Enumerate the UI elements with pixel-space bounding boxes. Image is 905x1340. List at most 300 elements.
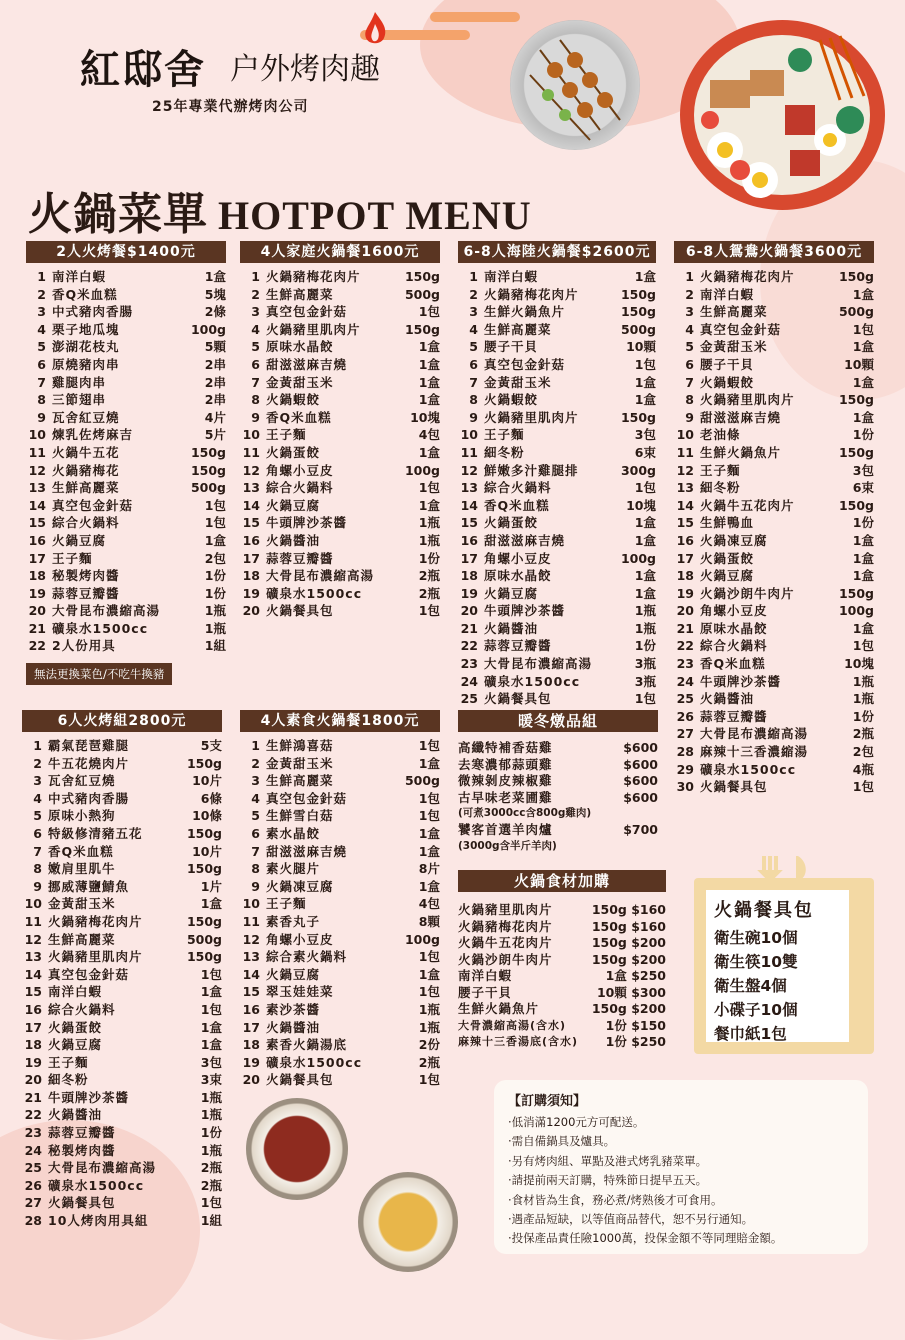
menu-item-number: 16 [24, 1001, 42, 1017]
menu-set-title: 2人火烤餐$1400元 [26, 241, 226, 263]
menu-item [674, 743, 874, 761]
utensil-kit-item: 衛生碗10個 [714, 929, 798, 947]
menu-item-qty: 4片 [204, 409, 226, 425]
menu-item-name: 生鮮高麗菜 [48, 931, 116, 947]
menu-item-qty: 1包 [200, 1195, 222, 1211]
menu-item-name: 原味水晶餃 [484, 568, 552, 584]
menu-item [674, 673, 874, 691]
menu-item [240, 514, 440, 532]
menu-item-qty: 1包 [418, 984, 440, 1000]
menu-set-title: 4人家庭火鍋餐1600元 [240, 241, 440, 263]
addon-item-price: 150g $200 [591, 951, 666, 967]
menu-item-name: 栗子地瓜塊 [52, 321, 120, 337]
menu-item-name: 生鮮雪白菇 [266, 808, 334, 824]
menu-item [22, 807, 222, 825]
menu-item-number: 3 [469, 304, 478, 320]
menu-item-number: 10 [24, 896, 42, 912]
menu-item-name: 火鍋豆腐 [484, 585, 539, 601]
menu-item [240, 567, 440, 585]
menu-item-number: 24 [24, 1142, 42, 1158]
menu-item-name: 甜滋滋麻吉燒 [700, 409, 782, 425]
order-notice-title: 【訂購須知】 [508, 1094, 587, 1109]
menu-item-qty: 1盒 [418, 825, 440, 841]
addon-item-name: 火鍋沙朗牛肉片 [458, 951, 553, 967]
menu-item-qty: 1瓶 [418, 532, 440, 548]
menu-item [458, 426, 656, 444]
stew-item-price: $600 [623, 773, 658, 788]
menu-item-name: 素香丸子 [266, 913, 321, 929]
addon-item-price: 150g $160 [591, 902, 666, 917]
menu-item [22, 737, 222, 755]
menu-item-number: 20 [28, 603, 46, 619]
menu-item [22, 1124, 222, 1142]
menu-item-number: 25 [676, 691, 694, 707]
title-en: HOTPOT MENU [218, 193, 532, 238]
menu-item-number: 19 [676, 585, 694, 601]
addon-item [458, 952, 666, 969]
menu-item [26, 585, 226, 603]
flame-icon [362, 12, 388, 46]
menu-item-qty: 1盒 [852, 532, 874, 548]
menu-item-name: 礦泉水1500cc [48, 1177, 145, 1193]
menu-item-qty: 3瓶 [634, 656, 656, 672]
menu-item-qty: 1包 [852, 638, 874, 654]
menu-item-name: 腰子干貝 [700, 356, 755, 372]
menu-item [458, 514, 656, 532]
menu-item-number: 12 [676, 462, 694, 478]
menu-item-name: 生鮮鴨血 [700, 515, 755, 531]
menu-item-qty: 10塊 [410, 409, 440, 425]
addon-item-name: 生鮮火鍋魚片 [458, 1001, 540, 1016]
menu-item [240, 860, 440, 878]
menu-item-name: 麻辣十三香濃縮湯 [700, 744, 809, 760]
menu-item [674, 321, 874, 339]
menu-item-qty: 2串 [204, 374, 226, 390]
addon-item-name: 火鍋豬里肌肉片 [458, 902, 553, 917]
menu-item-qty: 1份 [852, 515, 874, 531]
menu-item-name: 火鍋餐具包 [266, 1072, 334, 1088]
menu-item [674, 286, 874, 304]
menu-item-qty: 1包 [204, 497, 226, 513]
menu-set-card [458, 241, 656, 708]
menu-item-qty: 2瓶 [200, 1177, 222, 1193]
addon-item-price: 10顆 $300 [596, 984, 666, 1000]
menu-item-number: 5 [251, 808, 260, 824]
menu-item [458, 444, 656, 462]
menu-item [22, 843, 222, 861]
menu-item-qty: 1盒 [418, 374, 440, 390]
menu-item-name: 煉乳佐烤麻吉 [52, 427, 134, 443]
menu-item-name: 火鍋沙朗牛肉片 [700, 585, 795, 601]
addon-item [458, 902, 666, 919]
menu-item-name: 中式豬肉香腸 [48, 790, 130, 806]
menu-item-name: 生鮮火鍋魚片 [484, 304, 566, 320]
menu-item-qty: 1盒 [852, 409, 874, 425]
menu-item-qty: 1盒 [418, 755, 440, 771]
menu-item [22, 1142, 222, 1160]
menu-item-qty: 1盒 [418, 392, 440, 408]
menu-item-name: 原味水晶餃 [266, 339, 334, 355]
stew-list [458, 740, 658, 806]
menu-item [674, 462, 874, 480]
menu-item-name: 火鍋蛋餃 [700, 550, 755, 566]
menu-item-qty: 10片 [192, 773, 222, 789]
menu-item-qty: 1包 [200, 1001, 222, 1017]
menu-item-name: 王子麵 [700, 462, 741, 478]
menu-item [26, 550, 226, 568]
menu-item-number: 15 [676, 515, 694, 531]
menu-item-name: 火鍋醬油 [48, 1107, 103, 1123]
menu-item-qty: 1份 [200, 1125, 222, 1141]
menu-item-qty: 150g [620, 304, 656, 320]
menu-item-name: 真空包金針菇 [266, 304, 348, 320]
menu-item [240, 585, 440, 603]
menu-item [674, 725, 874, 743]
menu-item-name: 火鍋餐具包 [700, 779, 768, 795]
menu-item [22, 1106, 222, 1124]
menu-item-number: 22 [28, 638, 46, 654]
menu-item-name: 瓦舍紅豆燒 [48, 773, 116, 789]
menu-item-number: 17 [676, 550, 694, 566]
menu-item [240, 321, 440, 339]
menu-item-number: 11 [242, 444, 260, 460]
menu-item-name: 火鍋豬梅花 [52, 462, 120, 478]
menu-item-name: 火鍋牛五花肉片 [700, 497, 795, 513]
menu-item [22, 1054, 222, 1072]
menu-item-name: 生鮮火鍋魚片 [700, 444, 782, 460]
menu-item-qty: 2瓶 [418, 585, 440, 601]
menu-item-number: 15 [24, 984, 42, 1000]
menu-item-number: 14 [676, 497, 694, 513]
menu-item [22, 755, 222, 773]
menu-item-qty: 3瓶 [634, 673, 656, 689]
menu-item-name: 火鍋醬油 [484, 620, 539, 636]
menu-item-qty: 1盒 [852, 374, 874, 390]
menu-item-name: 綜合火鍋料 [266, 480, 334, 496]
menu-item-qty: 1份 [204, 568, 226, 584]
menu-item-number: 1 [685, 269, 694, 284]
menu-item-number: 17 [24, 1019, 42, 1035]
menu-item [674, 532, 874, 550]
menu-item-number: 3 [33, 773, 42, 789]
menu-item-qty: 10條 [192, 808, 222, 824]
menu-item [26, 426, 226, 444]
menu-item-number: 22 [676, 638, 694, 654]
menu-item-qty: 150g [186, 755, 222, 771]
menu-item [458, 409, 656, 427]
menu-item [26, 338, 226, 356]
menu-item-name: 金黃甜玉米 [266, 374, 334, 390]
menu-item-number: 2 [685, 286, 694, 302]
menu-note: 無法更換菜色/不吃牛換豬 [26, 663, 172, 685]
utensil-kit-item: 小碟子10個 [714, 1001, 798, 1019]
menu-item-qty: 150g [404, 269, 440, 284]
menu-item [22, 860, 222, 878]
menu-item-number: 8 [251, 392, 260, 408]
menu-item-number: 7 [685, 374, 694, 390]
menu-item-list [26, 268, 226, 655]
addon-section [458, 870, 666, 1051]
menu-item [22, 1159, 222, 1177]
menu-item-number: 7 [33, 843, 42, 859]
addon-item-price: 150g $160 [591, 918, 666, 934]
menu-item-number: 21 [676, 620, 694, 636]
menu-item [240, 374, 440, 392]
menu-item-name: 澎湖花枝丸 [52, 339, 120, 355]
utensil-kit-item: 餐巾紙1包 [714, 1025, 787, 1043]
menu-item [674, 514, 874, 532]
menu-item-name: 角螺小豆皮 [700, 603, 768, 619]
menu-item-number: 16 [676, 532, 694, 548]
stew-special-row [458, 821, 658, 839]
menu-item-qty: 1盒 [204, 269, 226, 284]
menu-item-qty: 1份 [634, 638, 656, 654]
menu-item-number: 19 [460, 585, 478, 601]
menu-item-number: 13 [24, 949, 42, 965]
menu-item-number: 12 [460, 462, 478, 478]
menu-item-number: 15 [460, 515, 478, 531]
menu-item-number: 19 [24, 1054, 42, 1070]
menu-item-name: 蒜蓉豆瓣醬 [48, 1125, 116, 1141]
menu-item-name: 真空包金針菇 [52, 497, 134, 513]
menu-item [26, 462, 226, 480]
menu-item-qty: 150g [620, 409, 656, 425]
menu-item-name: 火鍋醬油 [700, 691, 755, 707]
menu-item-name: 礦泉水1500cc [266, 585, 363, 601]
menu-item-number: 1 [251, 269, 260, 284]
menu-item-qty: 1瓶 [418, 1019, 440, 1035]
menu-item-number: 2 [33, 755, 42, 771]
menu-item-qty: 6條 [200, 790, 222, 806]
menu-item [22, 772, 222, 790]
menu-item-number: 17 [28, 550, 46, 566]
menu-item-name: 王子麵 [266, 896, 307, 912]
addon-item [458, 935, 666, 952]
menu-item [674, 497, 874, 515]
menu-item [458, 391, 656, 409]
menu-item-qty: 3包 [200, 1054, 222, 1070]
menu-item-name: 原燒豬肉串 [52, 356, 120, 372]
menu-item-qty: 300g [620, 462, 656, 478]
menu-item-qty: 6束 [634, 444, 656, 460]
menu-item [22, 1089, 222, 1107]
menu-item-number: 3 [251, 304, 260, 320]
stew-section [458, 710, 658, 854]
menu-item-number: 21 [460, 620, 478, 636]
menu-item-number: 4 [33, 790, 42, 806]
menu-item [458, 497, 656, 515]
menu-item-number: 18 [24, 1037, 42, 1053]
menu-item-name: 火鍋蝦餃 [266, 392, 321, 408]
menu-item-name: 甜滋滋麻吉燒 [266, 356, 348, 372]
menu-item-qty: 2包 [852, 744, 874, 760]
menu-item-qty: 1盒 [200, 896, 222, 912]
menu-set-card [674, 241, 874, 796]
menu-item-qty: 1包 [204, 515, 226, 531]
menu-item-name: 秘製烤肉醬 [48, 1142, 116, 1158]
addon-item [458, 919, 666, 936]
menu-item [22, 948, 222, 966]
menu-item-name: 蒜蓉豆瓣醬 [52, 585, 120, 601]
addon-item-name: 火鍋豬梅花肉片 [458, 918, 553, 934]
menu-item-qty: 2串 [204, 356, 226, 372]
menu-item-name: 真空包金針菇 [48, 966, 130, 982]
menu-item-qty: 150g [838, 392, 874, 408]
menu-item [240, 286, 440, 304]
menu-item [240, 755, 440, 773]
menu-item-number: 30 [676, 779, 694, 795]
menu-item-qty: 1盒 [852, 620, 874, 636]
addon-list [458, 902, 666, 1051]
menu-item-qty: 1盒 [634, 568, 656, 584]
menu-item [674, 778, 874, 796]
menu-item-number: 7 [469, 374, 478, 390]
menu-item [240, 966, 440, 984]
menu-item-name: 香Q米血糕 [52, 286, 118, 302]
menu-item-qty: 10塊 [626, 497, 656, 513]
menu-item-number: 9 [33, 878, 42, 894]
menu-item-name: 大骨昆布濃縮高湯 [484, 656, 593, 672]
menu-item-number: 9 [251, 878, 260, 894]
menu-item-qty: 1份 [852, 427, 874, 443]
menu-item-qty: 1瓶 [852, 691, 874, 707]
menu-item-qty: 1盒 [200, 1037, 222, 1053]
menu-item [458, 479, 656, 497]
menu-item-name: 火鍋蛋餃 [266, 444, 321, 460]
menu-item-name: 角螺小豆皮 [266, 462, 334, 478]
menu-item-qty: 150g [186, 949, 222, 965]
hotpot-bowl-image [680, 20, 885, 210]
menu-item [674, 620, 874, 638]
utensil-kit-item: 衛生筷10雙 [714, 953, 798, 971]
menu-item-list [458, 268, 656, 708]
menu-item-number: 20 [242, 1072, 260, 1088]
menu-item-qty: 1盒 [418, 843, 440, 859]
menu-item-number: 10 [28, 427, 46, 443]
menu-item-number: 13 [242, 949, 260, 965]
menu-item-qty: 1包 [418, 808, 440, 824]
stew-item-price: $600 [623, 740, 658, 755]
menu-item-number: 24 [460, 673, 478, 689]
menu-item-number: 6 [469, 356, 478, 372]
menu-item-qty: 1盒 [418, 339, 440, 355]
menu-item-name: 生鮮高麗菜 [266, 773, 334, 789]
menu-item [26, 497, 226, 515]
menu-item [458, 567, 656, 585]
menu-item-number: 10 [676, 427, 694, 443]
menu-item [240, 1071, 440, 1089]
menu-item-name: 霸氣琵琶雞腿 [48, 738, 130, 753]
menu-item-number: 8 [37, 392, 46, 408]
menu-item-number: 4 [37, 321, 46, 337]
menu-item [22, 1019, 222, 1037]
menu-item-name: 鮮嫩多汁雞腿排 [484, 462, 579, 478]
menu-item-name: 礦泉水1500cc [484, 673, 581, 689]
menu-item [674, 761, 874, 779]
menu-item-name: 火鍋蝦餃 [484, 392, 539, 408]
stew-item [458, 773, 658, 790]
menu-item-qty: 100g [404, 462, 440, 478]
menu-item [26, 409, 226, 427]
addon-item-price: 1份 $150 [605, 1017, 666, 1033]
menu-item-number: 1 [33, 738, 42, 753]
menu-item-number: 18 [460, 568, 478, 584]
menu-item-qty: 1包 [418, 304, 440, 320]
menu-item [26, 268, 226, 286]
menu-item-name: 礦泉水1500cc [700, 761, 797, 777]
menu-item-number: 15 [242, 984, 260, 1000]
menu-item-number: 23 [676, 656, 694, 672]
menu-item [240, 550, 440, 568]
menu-item-number: 16 [242, 532, 260, 548]
menu-item [458, 550, 656, 568]
stew-item-name: 微辣剝皮辣椒雞 [458, 773, 553, 788]
menu-item [240, 356, 440, 374]
menu-item [22, 1001, 222, 1019]
menu-item [26, 602, 226, 620]
menu-item-list [22, 737, 222, 1230]
utensil-kit-title: 火鍋餐具包 [714, 900, 814, 921]
menu-set-card [240, 710, 440, 1089]
menu-item-number: 26 [24, 1177, 42, 1193]
menu-item-qty: 1盒 [418, 444, 440, 460]
menu-item-qty: 1盒 [852, 550, 874, 566]
menu-item-qty: 1瓶 [852, 673, 874, 689]
menu-item [240, 843, 440, 861]
menu-item-name: 細冬粉 [700, 480, 741, 496]
menu-item-qty: 500g [186, 931, 222, 947]
stew-title: 暖冬燉品組 [458, 710, 658, 732]
menu-item-qty: 2瓶 [852, 726, 874, 742]
menu-item-name: 細冬粉 [484, 444, 525, 460]
menu-item-list [240, 737, 440, 1089]
menu-item-number: 3 [37, 304, 46, 320]
menu-item-qty: 8顆 [418, 913, 440, 929]
menu-item-number: 29 [676, 761, 694, 777]
menu-item-name: 南洋白蝦 [700, 286, 755, 302]
menu-item [26, 374, 226, 392]
menu-item [240, 409, 440, 427]
menu-item-number: 5 [33, 808, 42, 824]
order-notice-item: ·另有烤肉組、單點及港式烤乳豬菜單。 [508, 1153, 708, 1168]
menu-item-qty: 1包 [200, 966, 222, 982]
menu-item [26, 567, 226, 585]
menu-item-number: 28 [676, 744, 694, 760]
menu-item-qty: 5塊 [204, 286, 226, 302]
menu-item-qty: 1盒 [634, 515, 656, 531]
menu-item-number: 17 [242, 1019, 260, 1035]
menu-item [674, 655, 874, 673]
menu-item [458, 690, 656, 708]
menu-item [458, 585, 656, 603]
menu-item-qty: 150g [838, 444, 874, 460]
menu-item [458, 374, 656, 392]
stew-item [458, 757, 658, 774]
menu-item-number: 10 [242, 427, 260, 443]
menu-item-number: 13 [28, 480, 46, 496]
menu-item [458, 637, 656, 655]
menu-item [458, 321, 656, 339]
menu-item-name: 南洋白蝦 [484, 269, 539, 284]
menu-item-number: 11 [676, 444, 694, 460]
menu-item-number: 16 [28, 532, 46, 548]
menu-item-qty: 1盒 [200, 984, 222, 1000]
menu-item-number: 5 [37, 339, 46, 355]
menu-item-name: 火鍋牛五花 [52, 444, 120, 460]
stew-item [458, 740, 658, 757]
menu-item-qty: 1包 [634, 691, 656, 707]
menu-item-qty: 3包 [634, 427, 656, 443]
